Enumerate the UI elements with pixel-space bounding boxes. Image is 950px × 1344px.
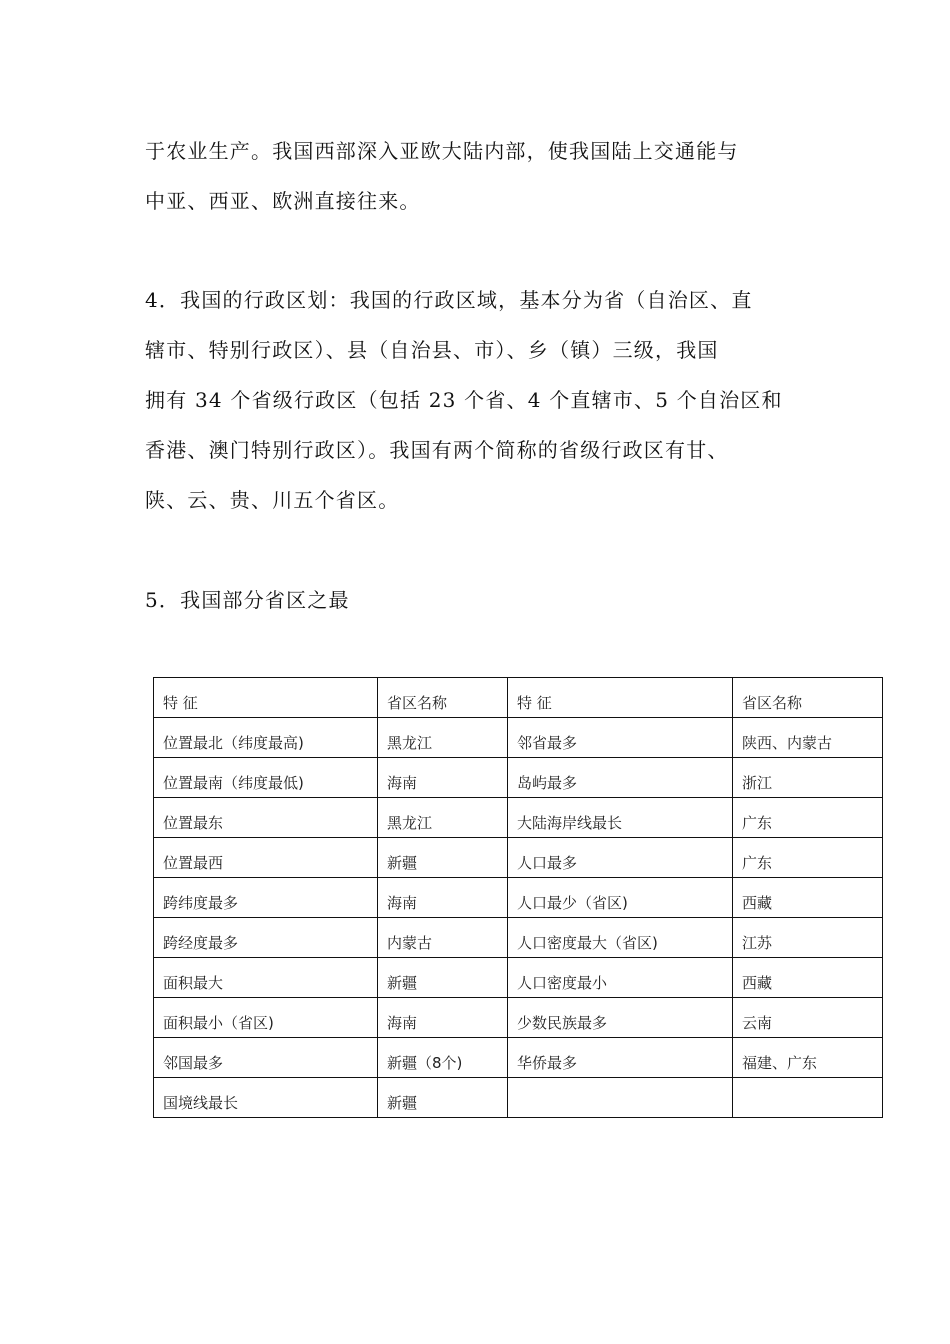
table-cell: 位置最北（纬度最高) — [154, 718, 378, 758]
table-cell: 广东 — [733, 838, 883, 878]
table-cell: 海南 — [378, 878, 508, 918]
table-cell: 新疆 — [378, 958, 508, 998]
table-cell: 西藏 — [733, 878, 883, 918]
table-cell: 人口最多 — [508, 838, 733, 878]
table-cell — [733, 1078, 883, 1118]
province-extremes-table-wrapper — [153, 677, 883, 1118]
table-cell: 国境线最长 — [154, 1078, 378, 1118]
table-cell: 海南 — [378, 998, 508, 1038]
table-row — [154, 958, 883, 998]
table-cell: 位置最西 — [154, 838, 378, 878]
table-cell: 浙江 — [733, 758, 883, 798]
table-cell: 内蒙古 — [378, 918, 508, 958]
table-cell: 大陆海岸线最长 — [508, 798, 733, 838]
header-cell: 特 征 — [508, 678, 733, 718]
table-cell: 少数民族最多 — [508, 998, 733, 1038]
table-cell: 陕西、内蒙古 — [733, 718, 883, 758]
table-row — [154, 1038, 883, 1078]
header-cell: 省区名称 — [378, 678, 508, 718]
table-row — [154, 998, 883, 1038]
table-row — [154, 878, 883, 918]
table-row — [154, 758, 883, 798]
table-cell: 人口最少（省区) — [508, 878, 733, 918]
table-cell: 邻省最多 — [508, 718, 733, 758]
text-line: 拥有 34 个省级行政区（包括 23 个省、4 个直辖市、5 个自治区和 — [145, 388, 783, 412]
table-cell: 广东 — [733, 798, 883, 838]
section-heading: 5．我国部分省区之最 — [145, 588, 350, 612]
table-cell: 位置最南（纬度最低) — [154, 758, 378, 798]
text-line: 陕、云、贵、川五个省区。 — [145, 488, 400, 512]
table-cell: 新疆（8个) — [378, 1038, 508, 1078]
header-cell: 特 征 — [154, 678, 378, 718]
table-cell: 面积最大 — [154, 958, 378, 998]
table-cell: 人口密度最大（省区) — [508, 918, 733, 958]
table-cell: 跨经度最多 — [154, 918, 378, 958]
paragraph-continued — [145, 126, 825, 226]
table-cell: 黑龙江 — [378, 718, 508, 758]
table-row — [154, 718, 883, 758]
section-4-administrative-divisions — [145, 275, 825, 525]
table-cell: 福建、广东 — [733, 1038, 883, 1078]
text-line: 中亚、西亚、欧洲直接往来。 — [145, 189, 421, 213]
table-cell: 华侨最多 — [508, 1038, 733, 1078]
header-cell: 省区名称 — [733, 678, 883, 718]
table-cell: 西藏 — [733, 958, 883, 998]
table-cell: 新疆 — [378, 838, 508, 878]
table-cell: 新疆 — [378, 1078, 508, 1118]
table-cell: 江苏 — [733, 918, 883, 958]
table-row — [154, 838, 883, 878]
table-cell: 岛屿最多 — [508, 758, 733, 798]
table-cell: 跨纬度最多 — [154, 878, 378, 918]
text-line: 香港、澳门特别行政区）。我国有两个简称的省级行政区有甘、 — [145, 438, 729, 462]
table-row — [154, 918, 883, 958]
text-line: 辖市、特别行政区）、县（自治县、市）、乡（镇）三级，我国 — [145, 338, 719, 362]
table-row — [154, 798, 883, 838]
table-cell: 面积最小（省区) — [154, 998, 378, 1038]
text-line: 于农业生产。我国西部深入亚欧大陆内部，使我国陆上交通能与 — [145, 139, 739, 163]
table-header-row — [154, 678, 883, 718]
table-cell: 云南 — [733, 998, 883, 1038]
table-cell — [508, 1078, 733, 1118]
province-extremes-table — [153, 677, 883, 1118]
table-row — [154, 1078, 883, 1118]
table-cell: 海南 — [378, 758, 508, 798]
text-line: 4．我国的行政区划：我国的行政区域，基本分为省（自治区、直 — [145, 288, 753, 312]
table-cell: 黑龙江 — [378, 798, 508, 838]
section-5-heading — [145, 575, 825, 625]
table-cell: 邻国最多 — [154, 1038, 378, 1078]
table-cell: 人口密度最小 — [508, 958, 733, 998]
table-cell: 位置最东 — [154, 798, 378, 838]
